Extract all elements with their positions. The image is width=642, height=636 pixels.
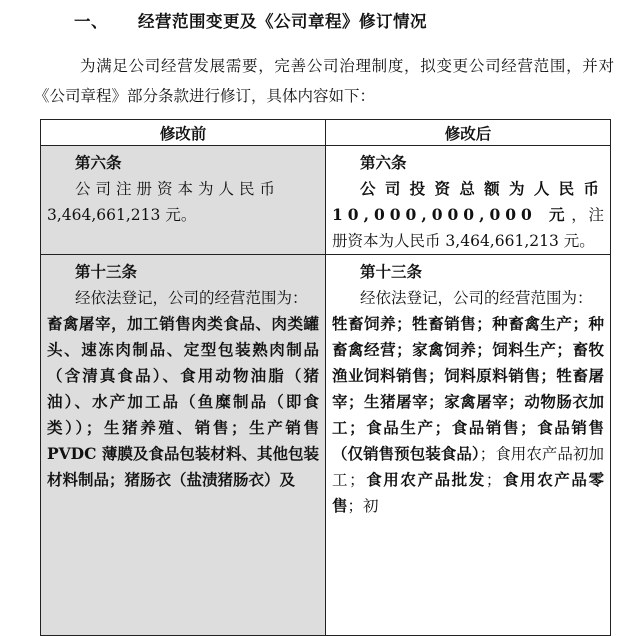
article-rest-text: ，注册资本为人民币 3,464,661,213 元。 — [332, 206, 604, 250]
scope-segment: 食用农产品批发 — [364, 470, 486, 489]
scope-segment: 食用农产品零售 — [332, 470, 604, 515]
table-row — [41, 146, 611, 255]
header-before: 修改前 — [41, 120, 326, 146]
article-text-line2: 3,464,661,213 元。 — [47, 206, 197, 224]
article-bold-text: 公司投资总额为人民币 10,000,000,000 元 — [332, 179, 604, 224]
section-title: 经营范围变更及《公司章程》修订情况 — [138, 12, 427, 31]
article-text — [332, 176, 604, 254]
comparison-table — [40, 119, 611, 636]
scope-segment: ； — [485, 471, 502, 489]
scope-segment: ；食用农产品初加工； — [332, 445, 604, 489]
scope-segment: ；初 — [347, 497, 379, 515]
section-number: 一、 — [74, 12, 108, 31]
cell-before-article6 — [41, 146, 326, 255]
article-title: 第六条 — [360, 153, 407, 172]
header-after: 修改后 — [326, 120, 611, 146]
table-row — [41, 255, 611, 636]
scope-segment: 牲畜饲养；牲畜销售；种畜禽生产；种畜禽经营；家禽饲养；饲料生产；畜牧渔业饲料销售；饲料原料销售；牲畜屠宰；生猪屠宰；家禽屠宰；动物肠衣加工；食品生产；食品销售；食品销售（仅销售预包装食品） — [332, 314, 604, 463]
article-scope — [332, 311, 604, 519]
article-title: 第十三条 — [360, 262, 423, 281]
intro-paragraph: 为满足公司经营发展需要，完善公司治理制度，拟变更公司经营范围，并对《公司章程》部分条款进行修订，具体内容如下： — [34, 57, 614, 105]
article-title: 第六条 — [75, 153, 122, 172]
article-title: 第十三条 — [75, 262, 138, 281]
article-lead: 经依法登记，公司的经营范围为： — [75, 289, 308, 307]
cell-after-article6 — [326, 146, 611, 255]
cell-after-article13 — [326, 255, 611, 636]
article-scope: 畜禽屠宰，加工销售肉类食品、肉类罐头、速冻肉制品、定型包装熟肉制品（含清真食品）、食用动物油脂（猪油）、水产加工品（鱼糜制品（即食类））；生猪养殖、销售；生产销售 PVDC 薄膜及食品包装材料、其他包装材料制品；猪肠衣（盐渍猪肠衣）及 — [47, 314, 319, 489]
article-text-line1: 公司注册资本为人民币 — [75, 180, 281, 198]
article-lead: 经依法登记，公司的经营范围为： — [360, 289, 593, 307]
section-heading — [74, 8, 427, 32]
cell-before-article13 — [41, 255, 326, 636]
table-header-row — [41, 120, 611, 146]
